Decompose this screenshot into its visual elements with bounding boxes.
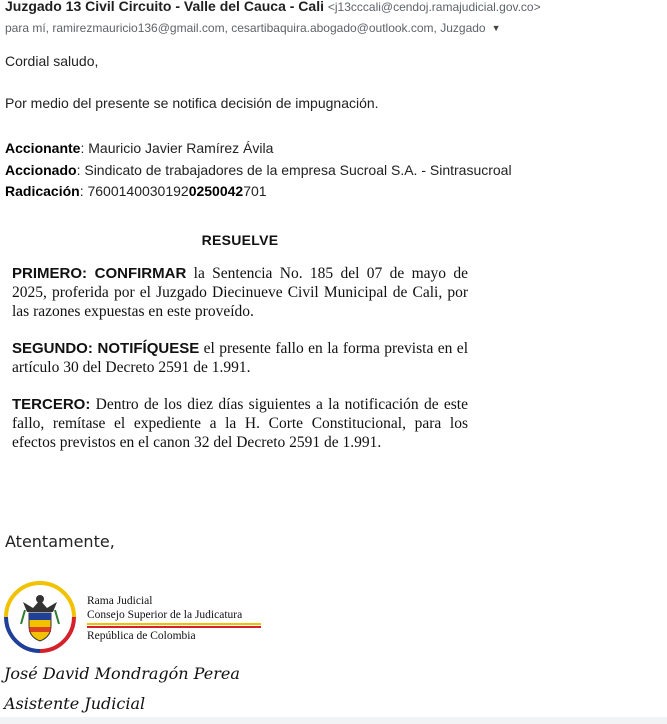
accionado-label: Accionado bbox=[5, 162, 77, 178]
primero-text: la Sentencia No. 185 del 07 de mayo de 2025, proferida por el Juzgado Diecinueve Civil Municipal de Cali, por las razones expuestas en este proveído. bbox=[12, 265, 469, 320]
accionado-line bbox=[5, 161, 512, 179]
closing-text: Atentamente, bbox=[5, 532, 115, 551]
email-header bbox=[5, 0, 665, 36]
sender-email: <j13cccali@cendoj.ramajudicial.gov.co> bbox=[327, 0, 541, 14]
logo-line3: República de Colombia bbox=[87, 630, 196, 642]
accionante-value: : Mauricio Javier Ramírez Ávila bbox=[80, 140, 274, 156]
primero-label: PRIMERO: CONFIRMAR bbox=[12, 265, 187, 282]
accionante-line bbox=[5, 139, 273, 157]
recipients-text: para mí, ramirezmauricio136@gmail.com, cesartibaquira.abogado@outlook.com, Juzgado bbox=[5, 21, 486, 35]
logo-divider-yellow bbox=[87, 623, 261, 625]
chevron-down-icon[interactable]: ▼ bbox=[491, 23, 501, 33]
recipients-line[interactable] bbox=[5, 20, 665, 36]
accionante-label: Accionante bbox=[5, 140, 81, 156]
rama-judicial-logo bbox=[3, 580, 273, 656]
bottom-scroll-area bbox=[0, 717, 667, 724]
sender-line bbox=[5, 0, 665, 16]
resolution-title: RESUELVE bbox=[201, 232, 279, 248]
segundo-text: el presente fallo en la forma prevista en el artículo 30 del Decreto 2591 de 1.991. bbox=[12, 340, 468, 376]
radicacion-prefix: : 7600140030192 bbox=[79, 183, 189, 199]
radicacion-suffix: 701 bbox=[243, 183, 267, 199]
sender-name[interactable]: Juzgado 13 Civil Circuito - Valle del Cauca - Cali bbox=[5, 0, 324, 14]
logo-text bbox=[87, 594, 242, 622]
resolution-primero bbox=[12, 264, 468, 321]
intro-text: Por medio del presente se notifica decisión de impugnación. bbox=[5, 95, 379, 111]
radicacion-line bbox=[5, 182, 267, 200]
colombia-coat-of-arms-icon bbox=[3, 580, 77, 654]
greeting: Cordial saludo, bbox=[5, 53, 99, 69]
signature-title: Asistente Judicial bbox=[4, 694, 146, 713]
resolution-image bbox=[12, 232, 468, 470]
accionado-value: : Sindicato de trabajadores de la empresa Sucroal S.A. - Sintrasucroal bbox=[76, 162, 512, 178]
segundo-label: SEGUNDO: NOTIFÍQUESE bbox=[12, 340, 200, 357]
radicacion-label: Radicación bbox=[5, 183, 80, 199]
resolution-segundo bbox=[12, 339, 468, 377]
signature-name: José David Mondragón Perea bbox=[4, 664, 240, 683]
logo-line1: Rama Judicial bbox=[87, 595, 153, 607]
resolution-tercero bbox=[12, 395, 468, 452]
tercero-label: TERCERO: bbox=[12, 396, 91, 413]
logo-line2: Consejo Superior de la Judicatura bbox=[87, 609, 243, 621]
logo-divider-red bbox=[87, 626, 261, 628]
tercero-text: Dentro de los diez días siguientes a la notificación de este fallo, remítase el expediente a la H. Corte Constitucional, para los efectos previstos en el canon 32 del Decreto 2591 de 1.991. bbox=[12, 396, 468, 451]
radicacion-bold: 0250042 bbox=[188, 183, 244, 199]
